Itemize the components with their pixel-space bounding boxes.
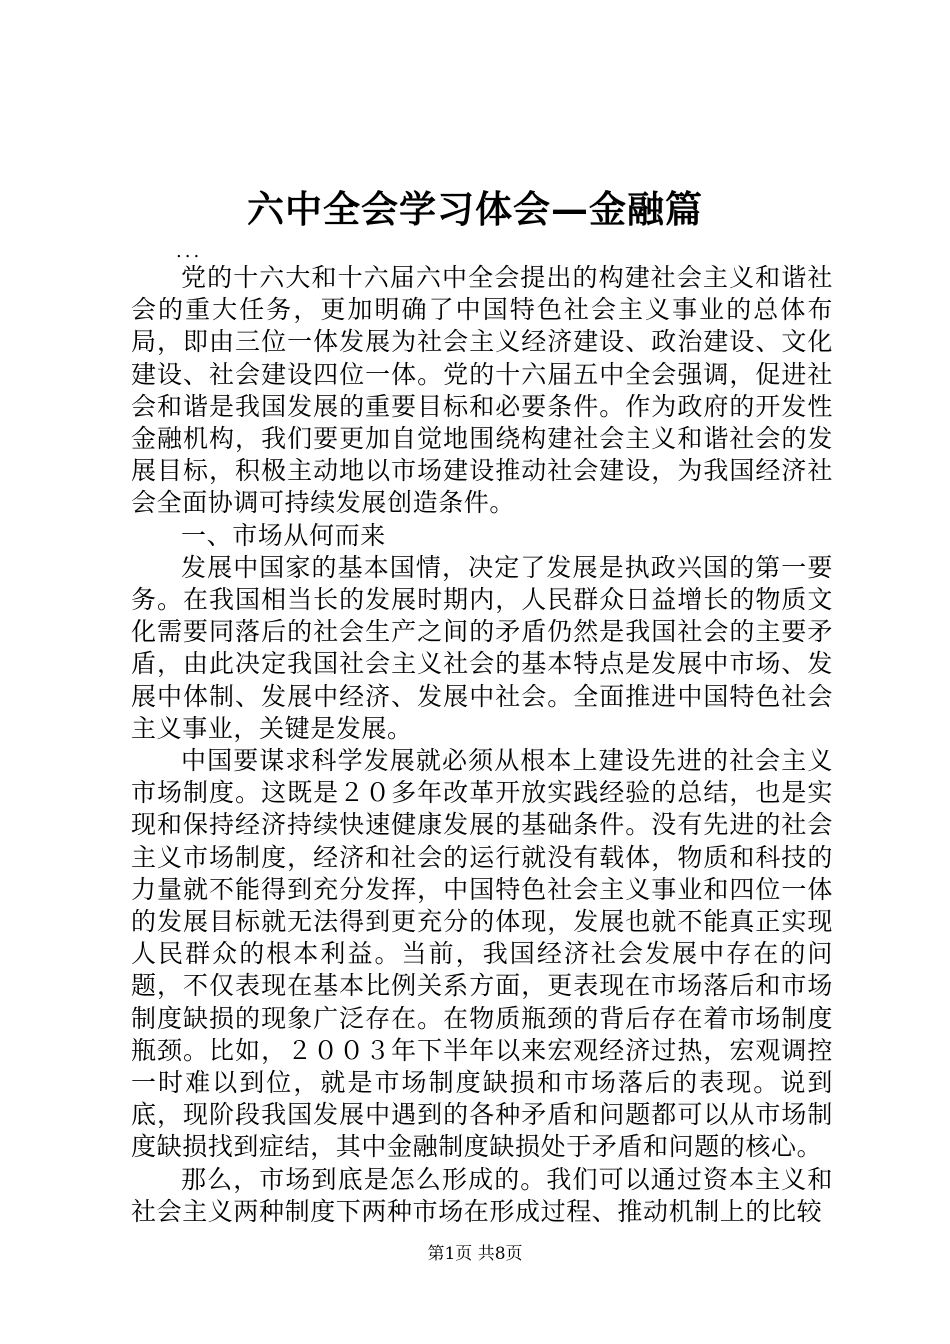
document-title: 六中全会学习体会—金融篇 [247, 187, 703, 231]
paragraph-intro: 党的十六大和十六届六中全会提出的构建社会主义和谐社会的重大任务，更加明确了中国特色社会主义事业的总体布局，即由三位一体发展为社会主义经济建设、政治建设、文化建设、社会建设四位一体。党的十六届五中全会强调，促进社会和谐是我国发展的重要目标和必要条件。作为政府的开发性金融机构，我们要更加自觉地围绕构建社会主义和谐社会的发展目标，积极主动地以市场建设推动社会建设，为我国经济社会全面协调可持续发展创造条件。 [131, 263, 833, 518]
page-number-footer: 第1页 共8页 [427, 1244, 523, 1264]
paragraph-market-system: 中国要谋求科学发展就必须从根本上建设先进的社会主义市场制度。这既是２０多年改革开放实践经验的总结，也是实现和保持经济持续快速健康发展的基础条件。没有先进的社会主义市场制度，经济和社会的运行就没有载体，物质和科技的力量就不能得到充分发挥，中国特色社会主义事业和四位一体的发展目标就无法得到更充分的体现，发展也就不能真正实现人民群众的根本利益。当前，我国经济社会发展中存在的问题，不仅表现在基本比例关系方面，更表现在市场落后和市场制度缺损的现象广泛存在。在物质瓶颈的背后存在着市场制度瓶颈。比如，２００３年下半年以来宏观经济过热，宏观调控一时难以到位，就是市场制度缺损和市场落后的表现。说到底，现阶段我国发展中遇到的各种矛盾和问题都可以从市场制度缺损找到症结，其中金融制度缺损处于矛盾和问题的核心。 [131, 746, 833, 1162]
ellipsis-marker: ... [176, 241, 203, 262]
section-heading: 一、市场从何而来 [181, 520, 386, 550]
paragraph-development: 发展中国家的基本国情，决定了发展是执政兴国的第一要务。在我国相当长的发展时期内，人民群众日益增长的物质文化需要同落后的社会生产之间的矛盾仍然是我国社会的主要矛盾，由此决定我国社会主义社会的基本特点是发展中市场、发展中体制、发展中经济、发展中社会。全面推进中国特色社会主义事业，关键是发展。 [131, 552, 833, 743]
paragraph-market-origin: 那么，市场到底是怎么形成的。我们可以通过资本主义和社会主义两种制度下两种市场在形成过程、推动机制上的比较 [131, 1164, 833, 1226]
document-body [131, 262, 833, 1228]
